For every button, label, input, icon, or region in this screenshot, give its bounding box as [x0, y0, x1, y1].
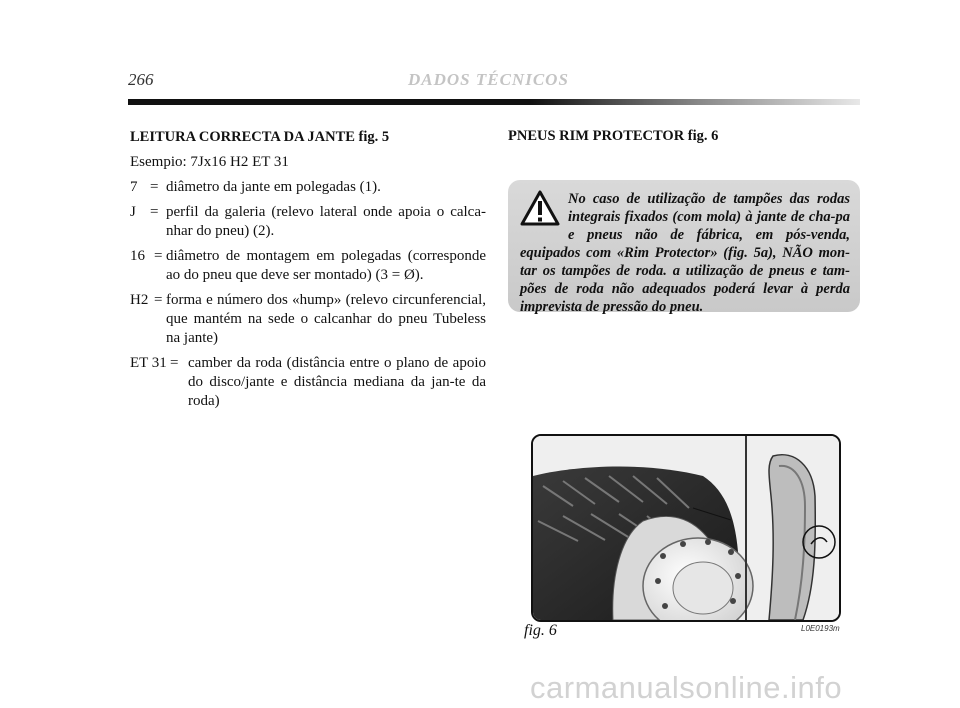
definition-item: [130, 354, 486, 411]
definition-equals: =: [150, 204, 159, 220]
tire-rim-illustration: [533, 436, 839, 620]
definition-item: [130, 291, 486, 348]
figure-code: L0E0193m: [801, 624, 840, 633]
definition-term: J: [130, 204, 136, 220]
definition-term: H2: [130, 292, 149, 308]
right-column: [508, 128, 860, 145]
definition-text: perfil da galeria (relevo lateral onde apoia o calca-nhar do pneu) (2).: [166, 204, 486, 239]
definition-text: diâmetro de montagem em polegadas (corresponde ao do pneu que deve ser montado) (3 = Ø).: [166, 248, 486, 283]
definition-item: [130, 203, 486, 241]
definition-equals: =: [154, 248, 163, 264]
definition-text: forma e número dos «hump» (relevo circunferencial, que mantém na sede o calcanhar do pneu Tubeless na jante): [166, 292, 486, 346]
definition-text: camber da roda (distância entre o plano de apoio do disco/jante e distância mediana da jan-te da roda): [188, 355, 486, 409]
example-line: Esempio: 7Jx16 H2 ET 31: [130, 154, 289, 170]
figure-caption: fig. 6: [524, 622, 557, 639]
tire-cross-section: [769, 455, 815, 620]
section-heading-right: PNEUS RIM PROTECTOR fig. 6: [508, 128, 719, 144]
definition-item: [130, 247, 486, 285]
definition-term: 7: [130, 179, 138, 195]
definition-term: ET 31: [130, 355, 167, 371]
header-rule: [128, 99, 860, 105]
definition-equals: =: [170, 355, 179, 371]
definition-equals: =: [154, 292, 163, 308]
definition-text: diâmetro da jante em polegadas (1).: [166, 179, 381, 195]
definition-item: [130, 178, 486, 197]
section-heading: LEITURA CORRECTA DA JANTE fig. 5: [130, 129, 390, 145]
running-title: DADOS TÉCNICOS: [408, 70, 569, 89]
figure-6: [531, 434, 841, 622]
warning-box: [508, 180, 860, 315]
page-number: 266: [128, 70, 154, 89]
definition-equals: =: [150, 179, 159, 195]
watermark: carmanualsonline.info: [530, 670, 843, 705]
definition-term: 16: [130, 248, 145, 264]
warning-text: No caso de utilização de tampões das rodas integrais fixados (com mola) à jante de cha-pa e pneus não de fábrica, em pós-venda, equipados com «Rim Protector» (fig. 5a), NÃO mon-tar os tampões de roda. a utilização de pneus e tam-pões de roda não adequados poderá levar à perda imprevista de pressão do pneu.: [520, 191, 850, 315]
left-column: [130, 128, 486, 417]
